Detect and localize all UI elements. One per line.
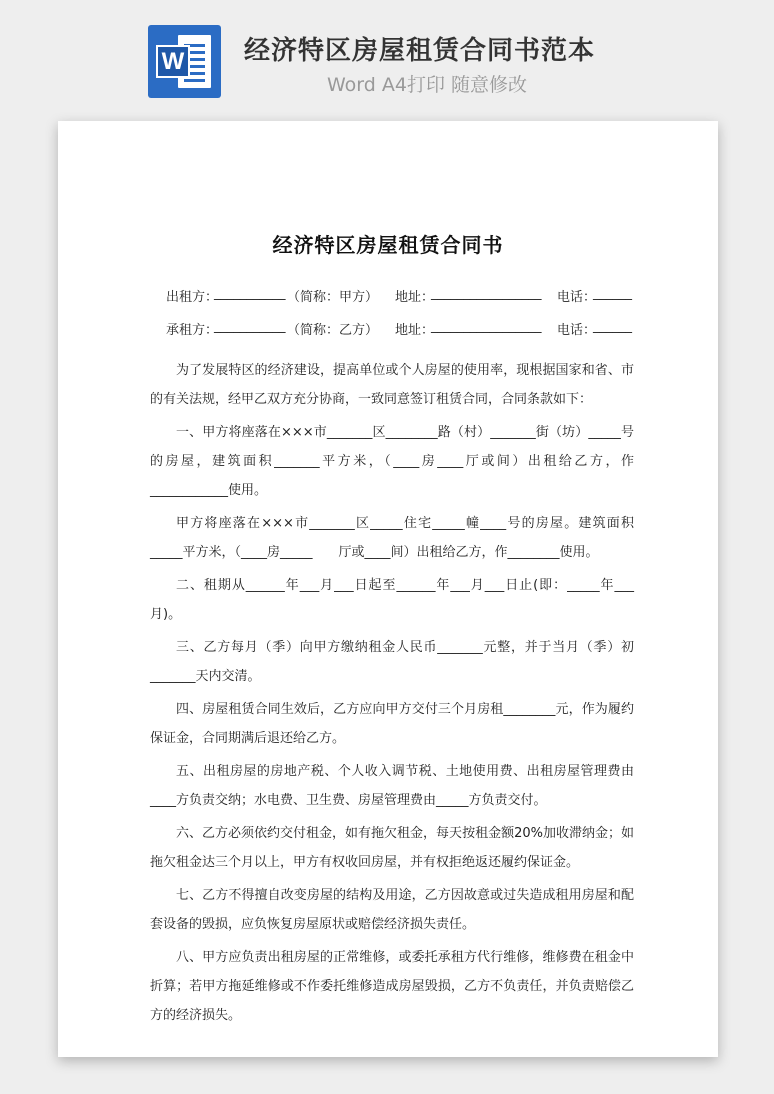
clause-6-paragraph: 六、乙方必须依约交付租金，如有拖欠租金，每天按租金额20%加收滞纳金；如拖欠租金达三个月以上，甲方有权收回房屋，并有权拒绝返还履约保证金。 [150,826,634,870]
contract-body [150,356,634,1034]
lessee-short-name: （简称：乙方） [287,323,379,338]
clause-8-paragraph: 八、甲方应负责出租房屋的正常维修，或委托承租方代行维修，维修费在租金中折算；若甲方拖延维修或不作委托维修造成房屋毁损，乙方不负责任，并负责赔偿乙方的经济损失。 [150,950,634,1023]
page-header [0,0,774,110]
lessee-name-blank: ___________ [214,319,286,334]
clause-1-paragraph: 一、甲方将座落在×××市_______区________路（村）_______街（坊）_____号的房屋，建筑面积_______平方米，（____房____厅或间）出租给乙方，作____________使用。 [150,425,634,498]
document-title: 经济特区房屋租赁合同书 [272,233,504,257]
document-page [58,121,718,1057]
lessor-row [58,286,718,306]
lessor-short-name: （简称：甲方） [287,290,379,305]
clause-3-paragraph: 三、乙方每月（季）向甲方缴纳租金人民币_______元整，并于当月（季）初_______天内交清。 [150,640,634,684]
preamble-paragraph: 为了发展特区的经济建设，提高单位或个人房屋的使用率，现根据国家和省、市的有关法规，经甲乙双方充分协商，一致同意签订租赁合同，合同条款如下： [150,363,634,407]
word-document-icon [148,25,221,98]
lessee-address-label: 地址： [395,323,435,338]
clause-1-alt-paragraph: 甲方将座落在×××市_______区_____住宅_____幢____号的房屋。建筑面积_____平方米，（____房_____ 厅或____间）出租给乙方，作________使用。 [150,516,634,560]
clause-4-paragraph: 四、房屋租赁合同生效后，乙方应向甲方交付三个月房租________元，作为履约保证金，合同期满后退还给乙方。 [150,702,634,746]
lessor-label: 出租方： [166,290,219,305]
lessee-phone-label: 电话： [557,323,597,338]
lessee-address-blank: _________________ [431,319,542,334]
lessee-row [58,319,718,339]
word-icon-letter: W [161,48,185,75]
lessor-address-label: 地址： [395,290,435,305]
clause-2-paragraph: 二、租期从______年___月___日起至______年___月___日止(即：_____年___月)。 [150,578,634,622]
lessor-phone-blank: ______ [593,286,632,301]
header-title: 经济特区房屋租赁合同书范本 [244,36,596,66]
clause-7-paragraph: 七、乙方不得擅自改变房屋的结构及用途，乙方因故意或过失造成租用房屋和配套设备的毁损，应负恢复房屋原状或赔偿经济损失责任。 [150,888,634,932]
clause-5-paragraph: 五、出租房屋的房地产税、个人收入调节税、土地使用费、出租房屋管理费由____方负责交纳；水电费、卫生费、房屋管理费由_____方负责交付。 [150,764,634,808]
lessee-label: 承租方： [166,323,219,338]
lessee-phone-blank: ______ [593,319,632,334]
lessor-phone-label: 电话： [557,290,597,305]
lessor-name-blank: ___________ [214,286,286,301]
header-subtitle: Word A4打印 随意修改 [327,74,528,96]
lessor-address-blank: _________________ [431,286,542,301]
